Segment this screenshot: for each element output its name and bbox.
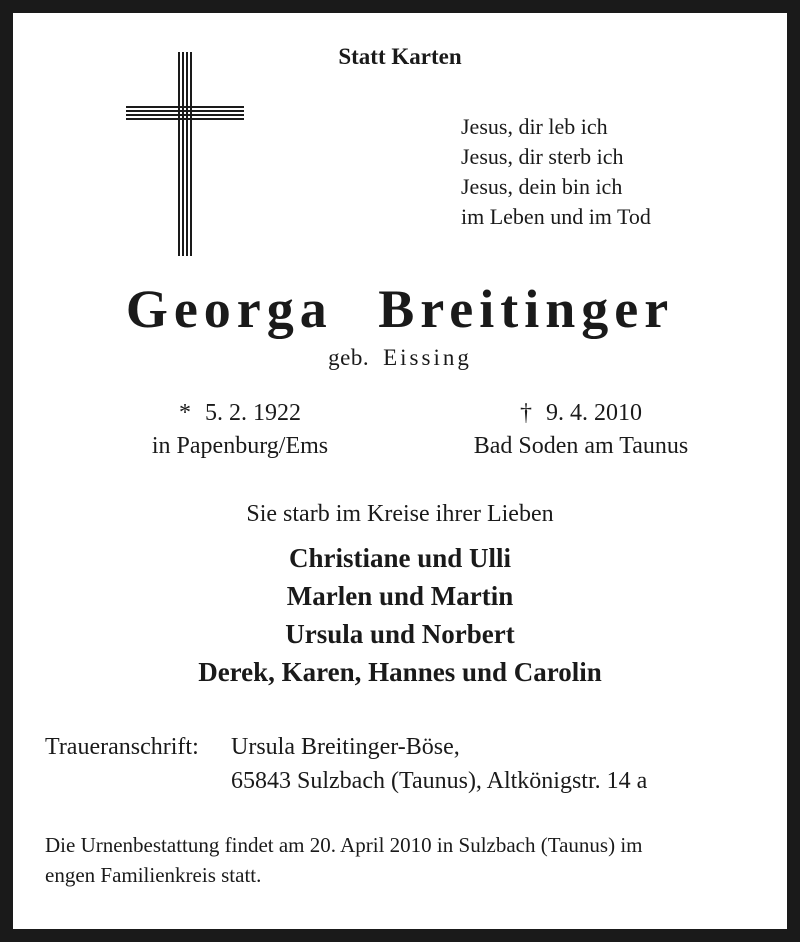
address-line2: 65843 Sulzbach (Taunus), Altkönigstr. 14 a bbox=[231, 768, 648, 794]
note-line: engen Familienkreis statt. bbox=[45, 863, 262, 887]
maiden-name-line bbox=[0, 345, 800, 371]
mourner-family: Derek, Karen, Hannes und Carolin bbox=[198, 657, 602, 687]
verse-line: Jesus, dir leb ich bbox=[461, 114, 608, 139]
birth-place: in Papenburg/Ems bbox=[151, 433, 329, 459]
address-label: Traueranschrift: bbox=[45, 734, 199, 760]
verse-line: im Leben und im Tod bbox=[461, 204, 651, 229]
maiden-name: Eissing bbox=[383, 345, 472, 370]
birth-info bbox=[90, 397, 390, 463]
header-statt-karten: Statt Karten bbox=[338, 44, 462, 69]
mourner-family: Ursula und Norbert bbox=[285, 619, 515, 649]
burial-note bbox=[45, 830, 643, 890]
note-line: Die Urnenbestattung findet am 20. April 2010 in Sulzbach (Taunus) im bbox=[45, 833, 643, 857]
verse-line: Jesus, dein bin ich bbox=[461, 174, 623, 199]
death-place: Bad Soden am Taunus bbox=[473, 433, 689, 459]
death-dagger-icon: † bbox=[520, 400, 532, 426]
death-info bbox=[431, 397, 731, 463]
deceased-name: Georga Breitinger bbox=[125, 279, 675, 339]
address-line1: Ursula Breitinger-Böse, bbox=[231, 734, 460, 760]
mourner-family: Christiane und Ulli bbox=[288, 543, 512, 573]
bible-verse bbox=[461, 112, 651, 232]
death-date: 9. 4. 2010 bbox=[546, 400, 642, 426]
mourning-intro: Sie starb im Kreise ihrer Lieben bbox=[246, 501, 554, 527]
birth-date: 5. 2. 1922 bbox=[205, 400, 301, 426]
mourning-address bbox=[45, 730, 647, 798]
birth-star-icon: * bbox=[179, 400, 191, 426]
maiden-prefix: geb. bbox=[328, 345, 370, 370]
verse-line: Jesus, dir sterb ich bbox=[461, 144, 624, 169]
cross-icon bbox=[126, 52, 244, 256]
mourners-list bbox=[0, 539, 800, 691]
mourner-family: Marlen und Martin bbox=[286, 581, 514, 611]
